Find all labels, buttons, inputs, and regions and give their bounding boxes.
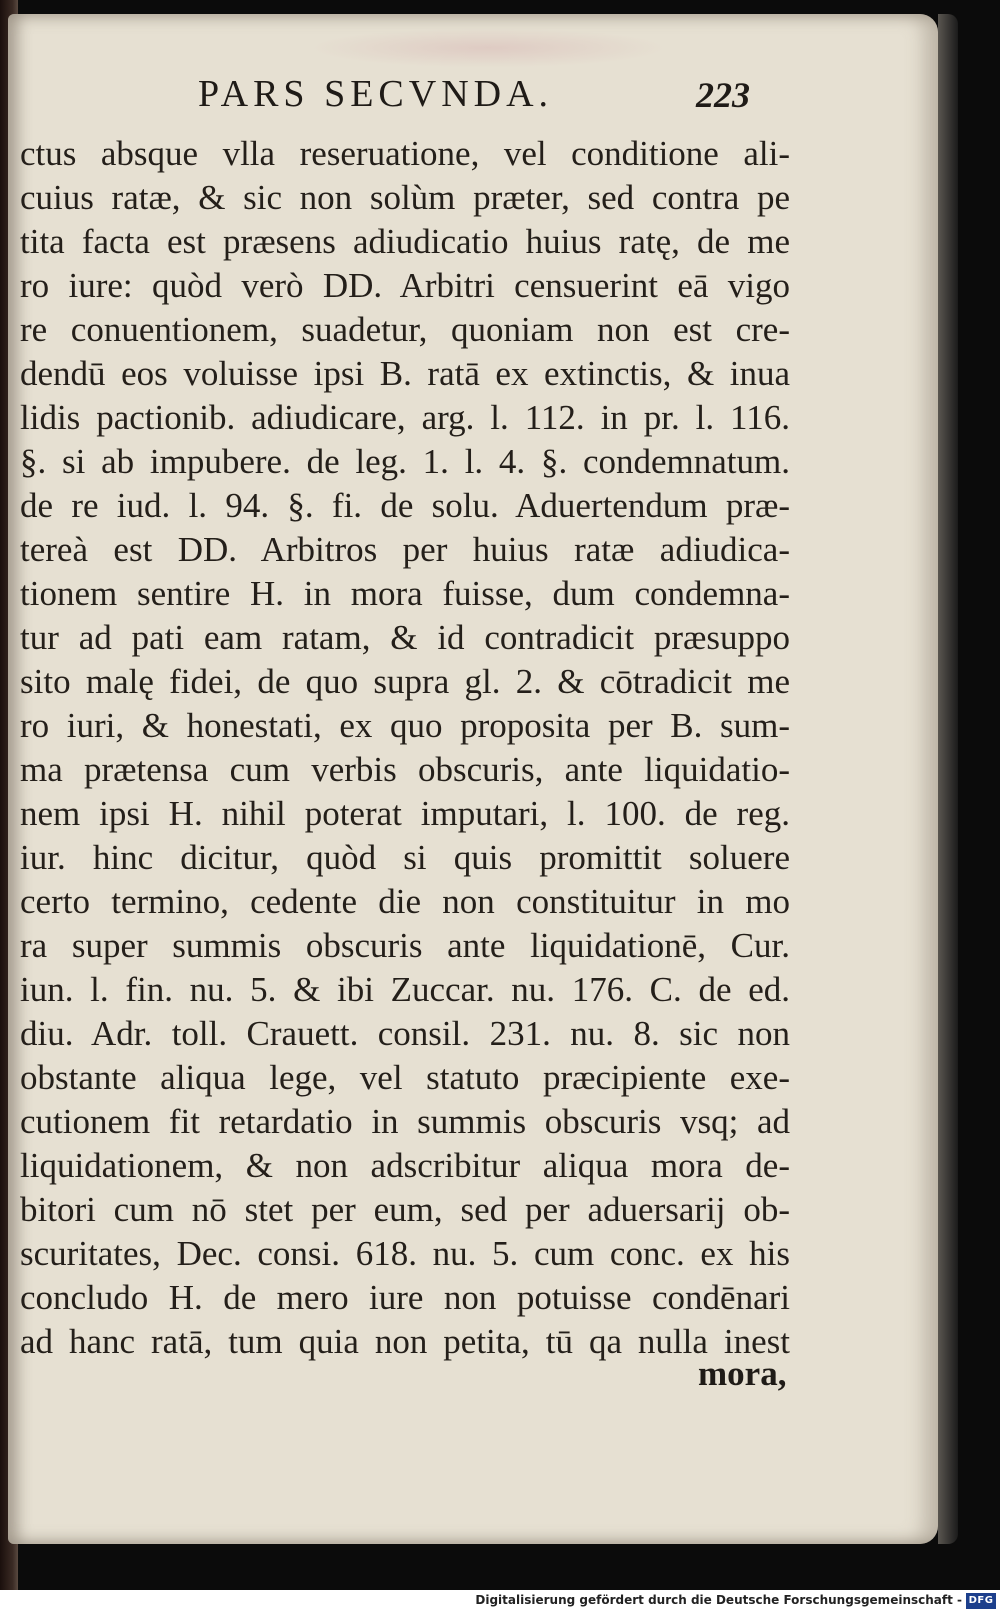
running-head [8, 72, 938, 124]
text-line: tereà est DD. Arbitros per huius ratæ adiudica- [20, 530, 790, 569]
text-line: ctus absque vlla reseruatione, vel conditione ali- [20, 134, 790, 173]
digitization-footer [0, 1590, 1000, 1613]
text-line: de re iud. l. 94. §. fi. de solu. Aduertendum præ- [20, 486, 790, 525]
funding-credit: Digitalisierung gefördert durch die Deutsche Forschungsgemeinschaft - [475, 1593, 962, 1607]
text-line: scuritates, Dec. consi. 618. nu. 5. cum conc. ex his [20, 1234, 790, 1273]
text-line: lidis pactionib. adiudicare, arg. l. 112. in pr. l. 116. [20, 398, 790, 437]
dfg-logo: DFG [966, 1593, 996, 1609]
text-line: certo termino, cedente die non constituitur in mo [20, 882, 790, 921]
text-line: ma prætensa cum verbis obscuris, ante liquidatio- [20, 750, 790, 789]
text-line: re conuentionem, suadetur, quoniam non est cre- [20, 310, 790, 349]
text-line: cuius ratæ, & sic non solùm præter, sed contra pe [20, 178, 790, 217]
text-line: iun. l. fin. nu. 5. & ibi Zuccar. nu. 176. C. de ed. [20, 970, 790, 1009]
text-line: tita facta est præsens adiudicatio huius ratę, de me [20, 222, 790, 261]
text-line: tionem sentire H. in mora fuisse, dum condemna- [20, 574, 790, 613]
text-line: iur. hinc dicitur, quòd si quis promittit soluere [20, 838, 790, 877]
page-number: 223 [696, 75, 750, 115]
text-line: ro iure: quòd verò DD. Arbitri censuerint eā vigo [20, 266, 790, 305]
text-line: §. si ab impubere. de leg. 1. l. 4. §. condemnatum. [20, 442, 790, 481]
running-head-title: PARS SECVNDA. [198, 73, 554, 115]
text-line: concludo H. de mero iure non potuisse condēnari [20, 1278, 790, 1317]
text-line: diu. Adr. toll. Crauett. consil. 231. nu. 8. sic non [20, 1014, 790, 1053]
body-text [20, 132, 790, 1364]
text-line: tur ad pati eam ratam, & id contradicit præsuppo [20, 618, 790, 657]
text-line: obstante aliqua lege, vel statuto præcipiente exe- [20, 1058, 790, 1097]
text-line: ra super summis obscuris ante liquidationē, Cur. [20, 926, 790, 965]
text-line: ro iuri, & honestati, ex quo proposita per B. sum- [20, 706, 790, 745]
text-line: nem ipsi H. nihil poterat imputari, l. 100. de reg. [20, 794, 790, 833]
text-line: dendū eos voluisse ipsi B. ratā ex extinctis, & inua [20, 354, 790, 393]
page-stain [308, 28, 668, 68]
text-line: bitori cum nō stet per eum, sed per aduersarij ob- [20, 1190, 790, 1229]
text-line: sito malę fidei, de quo supra gl. 2. & cōtradicit me [20, 662, 790, 701]
catchword: mora, [698, 1354, 787, 1393]
book-page [8, 14, 938, 1544]
text-line: liquidationem, & non adscribitur aliqua mora de- [20, 1146, 790, 1185]
text-line: ad hanc ratā, tum quia non petita, tū qa nulla inest [20, 1322, 790, 1361]
text-line: cutionem fit retardatio in summis obscuris vsq; ad [20, 1102, 790, 1141]
page-fore-edge [938, 14, 958, 1544]
